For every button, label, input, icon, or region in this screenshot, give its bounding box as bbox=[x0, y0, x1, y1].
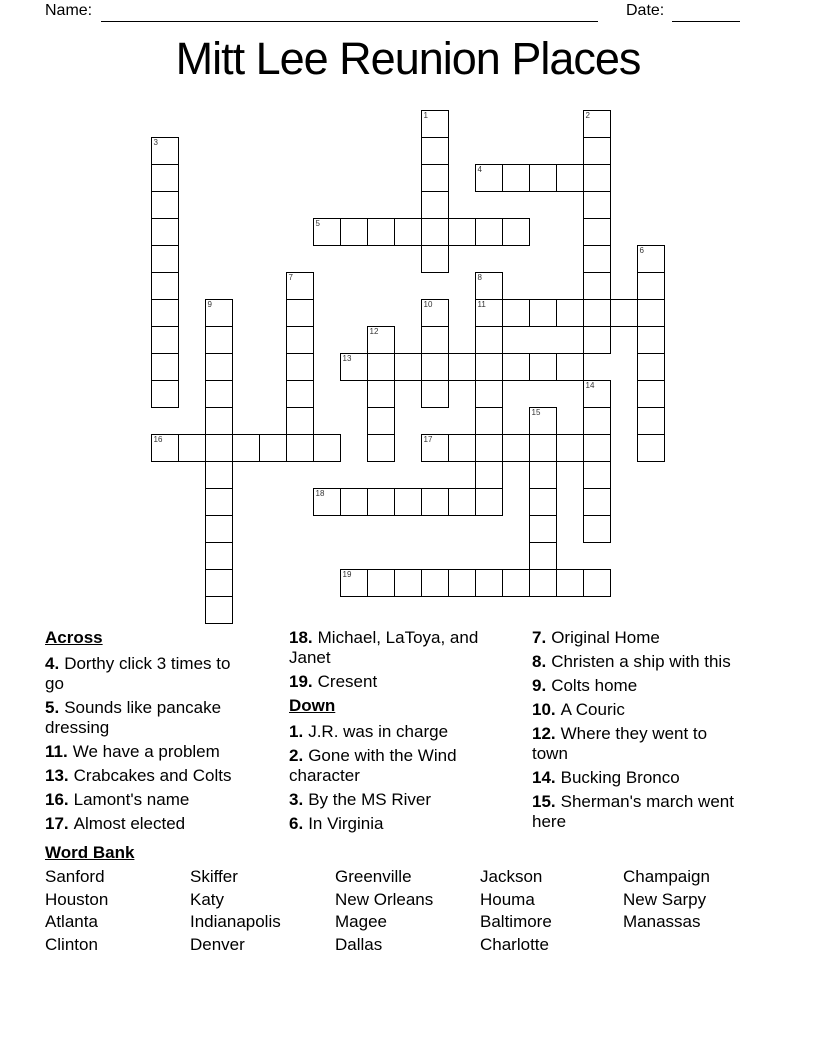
across-heading: Across bbox=[45, 628, 103, 647]
clue-number: 18 bbox=[315, 489, 325, 498]
grid-cell[interactable] bbox=[313, 488, 341, 516]
grid-cell[interactable] bbox=[448, 434, 476, 462]
grid-cell[interactable] bbox=[583, 488, 611, 516]
grid-cell[interactable] bbox=[313, 434, 341, 462]
grid-cell[interactable] bbox=[367, 353, 395, 381]
grid-cell[interactable] bbox=[421, 380, 449, 408]
word-bank-column bbox=[480, 866, 552, 956]
grid-cell[interactable] bbox=[637, 299, 665, 327]
grid-cell[interactable] bbox=[529, 488, 557, 516]
grid-cell[interactable] bbox=[151, 380, 179, 408]
clue-item-number: 7. bbox=[532, 628, 547, 647]
clue-number: 16 bbox=[153, 435, 163, 444]
grid-cell[interactable] bbox=[421, 434, 449, 462]
grid-cell[interactable] bbox=[529, 515, 557, 543]
clue-number: 3 bbox=[153, 138, 158, 147]
clue-column-down bbox=[532, 628, 739, 836]
grid-cell[interactable] bbox=[583, 461, 611, 489]
grid-cell[interactable] bbox=[637, 326, 665, 354]
clue-item-text: Almost elected bbox=[73, 814, 186, 833]
clue-item bbox=[289, 628, 496, 668]
grid-cell[interactable] bbox=[583, 569, 611, 597]
word-bank-item: Houston bbox=[45, 889, 109, 909]
clue-item-number: 3. bbox=[289, 790, 304, 809]
grid-cell[interactable] bbox=[151, 164, 179, 192]
grid-cell[interactable] bbox=[151, 218, 179, 246]
grid-cell[interactable] bbox=[448, 218, 476, 246]
word-bank-item: Champaign bbox=[623, 867, 710, 886]
grid-cell[interactable] bbox=[556, 434, 584, 462]
grid-cell[interactable] bbox=[421, 164, 449, 192]
grid-cell[interactable] bbox=[475, 218, 503, 246]
clue-item bbox=[45, 654, 237, 694]
grid-cell[interactable] bbox=[205, 488, 233, 516]
grid-cell[interactable] bbox=[448, 353, 476, 381]
clue-number: 15 bbox=[531, 408, 541, 417]
clue-item bbox=[45, 698, 237, 738]
grid-cell[interactable] bbox=[367, 569, 395, 597]
grid-cell[interactable] bbox=[205, 569, 233, 597]
grid-cell[interactable] bbox=[556, 353, 584, 381]
grid-cell[interactable] bbox=[502, 299, 530, 327]
clue-number: 5 bbox=[315, 219, 320, 228]
grid-cell[interactable] bbox=[205, 380, 233, 408]
clue-number: 1 bbox=[423, 111, 428, 120]
grid-cell[interactable] bbox=[151, 191, 179, 219]
clue-item-number: 9. bbox=[532, 676, 547, 695]
grid-cell[interactable] bbox=[637, 245, 665, 273]
clue-number: 13 bbox=[342, 354, 352, 363]
word-bank-item: Manassas bbox=[623, 912, 701, 932]
grid-cell[interactable] bbox=[151, 137, 179, 165]
down-heading: Down bbox=[289, 696, 336, 715]
word-bank-column bbox=[190, 866, 281, 956]
grid-cell[interactable] bbox=[502, 218, 530, 246]
name-label: Name: bbox=[45, 2, 93, 19]
grid-cell[interactable] bbox=[421, 191, 449, 219]
grid-cell[interactable] bbox=[610, 299, 638, 327]
grid-cell[interactable] bbox=[637, 407, 665, 435]
word-bank-item: New Orleans bbox=[335, 889, 434, 909]
word-bank-item: Atlanta bbox=[45, 912, 98, 932]
grid-cell[interactable] bbox=[340, 488, 368, 516]
grid-cell[interactable] bbox=[421, 137, 449, 165]
clue-item-number: 12. bbox=[532, 724, 556, 743]
grid-cell[interactable] bbox=[583, 164, 611, 192]
crossword-grid bbox=[151, 110, 666, 625]
clue-item-text: Christen a ship with this bbox=[551, 652, 731, 671]
clue-item-text: Sounds like pancake dressing bbox=[45, 698, 222, 737]
name-input-line[interactable] bbox=[101, 4, 598, 22]
grid-cell[interactable] bbox=[205, 326, 233, 354]
clue-item bbox=[45, 814, 237, 834]
grid-cell[interactable] bbox=[421, 353, 449, 381]
clue-item bbox=[289, 672, 496, 692]
clue-item bbox=[532, 724, 739, 764]
word-bank-item: Dallas bbox=[335, 934, 383, 954]
clue-item-number: 19. bbox=[289, 672, 313, 691]
clue-item bbox=[45, 790, 237, 810]
grid-cell[interactable] bbox=[502, 353, 530, 381]
grid-cell[interactable] bbox=[205, 353, 233, 381]
clue-number: 14 bbox=[585, 381, 595, 390]
word-bank-item: Indianapolis bbox=[190, 912, 281, 932]
grid-cell[interactable] bbox=[340, 218, 368, 246]
clue-item bbox=[289, 722, 496, 742]
word-bank-column bbox=[45, 866, 108, 956]
clue-item-text: Sherman's march went here bbox=[532, 792, 734, 831]
grid-cell[interactable] bbox=[583, 137, 611, 165]
clue-item-text: Dorthy click 3 times to go bbox=[45, 654, 231, 693]
word-bank-item: Clinton bbox=[45, 934, 98, 954]
grid-cell[interactable] bbox=[421, 218, 449, 246]
grid-cell[interactable] bbox=[205, 299, 233, 327]
grid-cell[interactable] bbox=[556, 299, 584, 327]
grid-cell[interactable] bbox=[286, 326, 314, 354]
grid-cell[interactable] bbox=[340, 353, 368, 381]
page-title: Mitt Lee Reunion Places bbox=[175, 33, 641, 84]
clue-item bbox=[289, 746, 496, 786]
grid-cell[interactable] bbox=[205, 407, 233, 435]
grid-cell[interactable] bbox=[286, 407, 314, 435]
grid-cell[interactable] bbox=[475, 326, 503, 354]
clue-number: 7 bbox=[288, 273, 293, 282]
clue-number: 12 bbox=[369, 327, 379, 336]
word-bank-item: Magee bbox=[335, 912, 387, 932]
clue-item bbox=[532, 768, 739, 788]
grid-cell[interactable] bbox=[205, 542, 233, 570]
grid-cell[interactable] bbox=[529, 434, 557, 462]
clue-number: 4 bbox=[477, 165, 482, 174]
clue-item bbox=[289, 814, 496, 834]
clue-item-text: Cresent bbox=[317, 672, 378, 691]
clue-item-number: 14. bbox=[532, 768, 556, 787]
clue-item-number: 2. bbox=[289, 746, 304, 765]
word-bank-item: Greenville bbox=[335, 867, 412, 886]
grid-cell[interactable] bbox=[583, 299, 611, 327]
grid-cell[interactable] bbox=[367, 488, 395, 516]
clue-item bbox=[532, 676, 739, 696]
word-bank-item: Denver bbox=[190, 934, 245, 954]
grid-cell[interactable] bbox=[286, 272, 314, 300]
grid-cell[interactable] bbox=[475, 380, 503, 408]
grid-cell[interactable] bbox=[421, 569, 449, 597]
clue-item-number: 15. bbox=[532, 792, 556, 811]
clue-item-text: In Virginia bbox=[308, 814, 384, 833]
grid-cell[interactable] bbox=[340, 569, 368, 597]
grid-cell[interactable] bbox=[583, 407, 611, 435]
grid-cell[interactable] bbox=[151, 245, 179, 273]
grid-cell[interactable] bbox=[421, 110, 449, 138]
grid-cell[interactable] bbox=[205, 515, 233, 543]
grid-cell[interactable] bbox=[421, 245, 449, 273]
date-input-line[interactable] bbox=[672, 4, 740, 22]
clue-item bbox=[532, 700, 739, 720]
grid-cell[interactable] bbox=[367, 407, 395, 435]
clue-item bbox=[45, 742, 237, 762]
grid-cell[interactable] bbox=[421, 326, 449, 354]
clue-number: 9 bbox=[207, 300, 212, 309]
grid-cell[interactable] bbox=[529, 353, 557, 381]
date-label: Date: bbox=[626, 2, 665, 19]
clue-number: 2 bbox=[585, 111, 590, 120]
clue-number: 6 bbox=[639, 246, 644, 255]
clue-item-number: 8. bbox=[532, 652, 547, 671]
grid-cell[interactable] bbox=[259, 434, 287, 462]
grid-cell[interactable] bbox=[529, 164, 557, 192]
grid-cell[interactable] bbox=[286, 434, 314, 462]
clue-number: 11 bbox=[477, 300, 486, 309]
grid-cell[interactable] bbox=[475, 461, 503, 489]
grid-cell[interactable] bbox=[556, 569, 584, 597]
clue-column-across bbox=[45, 628, 237, 838]
grid-cell[interactable] bbox=[529, 461, 557, 489]
grid-cell[interactable] bbox=[502, 164, 530, 192]
grid-cell[interactable] bbox=[475, 299, 503, 327]
word-bank-column bbox=[623, 866, 710, 934]
grid-cell[interactable] bbox=[367, 218, 395, 246]
grid-cell[interactable] bbox=[421, 488, 449, 516]
word-bank-item: Charlotte bbox=[480, 934, 549, 954]
word-bank-item: Houma bbox=[480, 889, 535, 909]
word-bank-item: Sanford bbox=[45, 867, 105, 886]
clue-column-middle bbox=[289, 628, 496, 838]
word-bank-item: Skiffer bbox=[190, 867, 238, 886]
word-bank-heading: Word Bank bbox=[45, 843, 135, 862]
grid-cell[interactable] bbox=[205, 461, 233, 489]
grid-cell[interactable] bbox=[637, 272, 665, 300]
grid-cell[interactable] bbox=[232, 434, 260, 462]
clue-item-number: 18. bbox=[289, 628, 313, 647]
word-bank-column bbox=[335, 866, 433, 956]
clue-item-text: Colts home bbox=[551, 676, 638, 695]
grid-cell[interactable] bbox=[151, 326, 179, 354]
grid-cell[interactable] bbox=[421, 299, 449, 327]
clue-number: 19 bbox=[342, 570, 352, 579]
grid-cell[interactable] bbox=[475, 569, 503, 597]
word-bank-item: New Sarpy bbox=[623, 889, 707, 909]
clue-item-number: 17. bbox=[45, 814, 69, 833]
clue-number: 17 bbox=[423, 435, 433, 444]
clue-item-number: 13. bbox=[45, 766, 69, 785]
word-bank-item: Baltimore bbox=[480, 912, 552, 932]
grid-cell[interactable] bbox=[475, 272, 503, 300]
grid-cell[interactable] bbox=[583, 515, 611, 543]
clue-item bbox=[45, 766, 237, 786]
grid-cell[interactable] bbox=[583, 245, 611, 273]
grid-cell[interactable] bbox=[448, 488, 476, 516]
grid-cell[interactable] bbox=[205, 596, 233, 624]
clue-item-text: We have a problem bbox=[72, 742, 220, 761]
grid-cell[interactable] bbox=[367, 380, 395, 408]
grid-cell[interactable] bbox=[637, 353, 665, 381]
grid-cell[interactable] bbox=[286, 353, 314, 381]
grid-cell[interactable] bbox=[475, 488, 503, 516]
grid-cell[interactable] bbox=[583, 434, 611, 462]
clue-item-text: Michael, LaToya, and Janet bbox=[289, 628, 479, 667]
grid-cell[interactable] bbox=[583, 191, 611, 219]
grid-cell[interactable] bbox=[583, 272, 611, 300]
grid-cell[interactable] bbox=[475, 164, 503, 192]
grid-cell[interactable] bbox=[529, 407, 557, 435]
grid-cell[interactable] bbox=[286, 380, 314, 408]
grid-cell[interactable] bbox=[502, 569, 530, 597]
grid-cell[interactable] bbox=[475, 353, 503, 381]
clue-item-text: Lamont's name bbox=[73, 790, 190, 809]
grid-cell[interactable] bbox=[394, 488, 422, 516]
grid-cell[interactable] bbox=[529, 569, 557, 597]
grid-cell[interactable] bbox=[448, 569, 476, 597]
clue-item-text: Crabcakes and Colts bbox=[73, 766, 232, 785]
grid-cell[interactable] bbox=[313, 218, 341, 246]
grid-cell[interactable] bbox=[583, 380, 611, 408]
clue-item bbox=[289, 790, 496, 810]
grid-cell[interactable] bbox=[367, 326, 395, 354]
grid-cell[interactable] bbox=[205, 434, 233, 462]
grid-cell[interactable] bbox=[475, 434, 503, 462]
grid-cell[interactable] bbox=[367, 434, 395, 462]
clue-item-number: 5. bbox=[45, 698, 60, 717]
grid-cell[interactable] bbox=[394, 569, 422, 597]
grid-cell[interactable] bbox=[556, 164, 584, 192]
grid-cell[interactable] bbox=[151, 434, 179, 462]
clue-item-text: J.R. was in charge bbox=[308, 722, 449, 741]
clue-item-number: 4. bbox=[45, 654, 60, 673]
grid-cell[interactable] bbox=[178, 434, 206, 462]
clue-item-number: 6. bbox=[289, 814, 304, 833]
clue-item-text: Gone with the Wind character bbox=[289, 746, 457, 785]
clue-item-text: By the MS River bbox=[308, 790, 431, 809]
grid-cell[interactable] bbox=[394, 218, 422, 246]
clue-item-number: 10. bbox=[532, 700, 556, 719]
grid-cell[interactable] bbox=[583, 218, 611, 246]
clue-item-number: 1. bbox=[289, 722, 304, 741]
grid-cell[interactable] bbox=[529, 299, 557, 327]
grid-cell[interactable] bbox=[151, 353, 179, 381]
clue-item-text: Bucking Bronco bbox=[560, 768, 680, 787]
clue-number: 10 bbox=[423, 300, 433, 309]
clue-item-number: 16. bbox=[45, 790, 69, 809]
clue-item bbox=[532, 652, 739, 672]
clue-item-text: Where they went to town bbox=[532, 724, 708, 763]
grid-cell[interactable] bbox=[637, 434, 665, 462]
grid-cell[interactable] bbox=[151, 272, 179, 300]
grid-cell[interactable] bbox=[394, 353, 422, 381]
word-bank-item: Katy bbox=[190, 889, 225, 909]
grid-cell[interactable] bbox=[583, 110, 611, 138]
word-bank-item: Jackson bbox=[480, 867, 543, 886]
clue-item-text: A Couric bbox=[560, 700, 625, 719]
grid-cell[interactable] bbox=[475, 407, 503, 435]
grid-cell[interactable] bbox=[529, 542, 557, 570]
grid-cell[interactable] bbox=[151, 299, 179, 327]
grid-cell[interactable] bbox=[286, 299, 314, 327]
clue-item-number: 11. bbox=[45, 742, 68, 761]
clue-item bbox=[532, 792, 739, 832]
grid-cell[interactable] bbox=[502, 434, 530, 462]
grid-cell[interactable] bbox=[583, 326, 611, 354]
clue-item bbox=[532, 628, 739, 648]
grid-cell[interactable] bbox=[637, 380, 665, 408]
clue-item-text: Original Home bbox=[551, 628, 660, 647]
clue-number: 8 bbox=[477, 273, 482, 282]
